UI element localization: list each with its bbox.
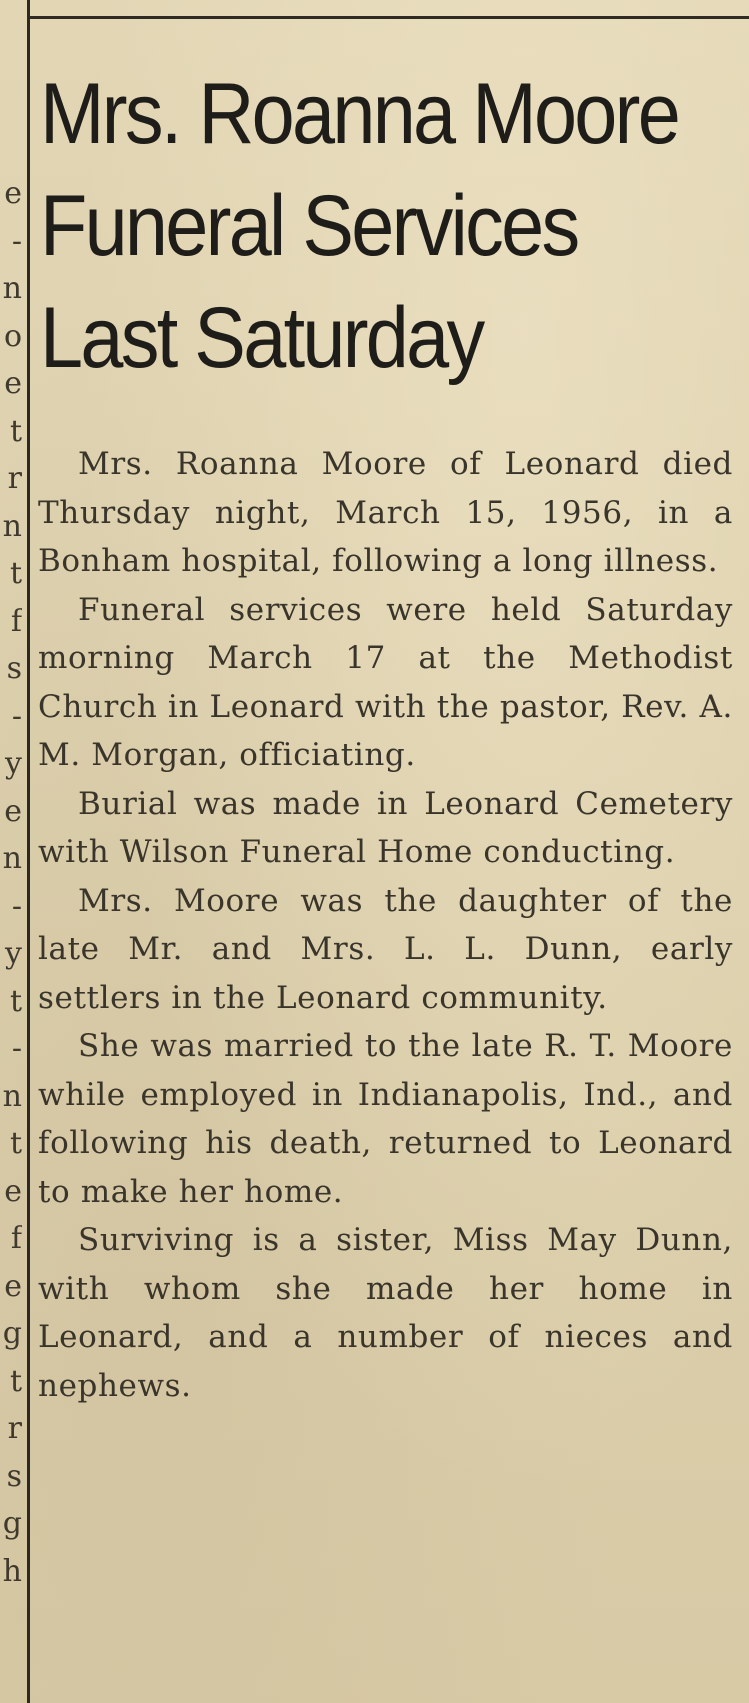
article-paragraph: She was married to the late R. T. Moore while employed in Indianapolis, Ind., and following his death, returned to Leonard to make her home.	[38, 1028, 733, 1210]
article-headline	[40, 58, 679, 394]
fragment-char: t	[9, 1363, 22, 1399]
fragment-char: n	[2, 841, 22, 876]
headline-line-1: Mrs. Roanna Moore	[40, 66, 679, 162]
fragment-char: t	[9, 413, 22, 449]
article-body	[38, 440, 733, 1410]
fragment-char: h	[2, 1553, 22, 1589]
article-paragraph: Mrs. Roanna Moore of Leonard died Thursday night, March 15, 1956, in a Bonham hospital, following a long illness.	[38, 446, 733, 579]
fragment-char: e	[4, 793, 22, 829]
fragment-char: n	[2, 508, 22, 544]
fragment-char: s	[6, 651, 22, 686]
fragment-char: n	[2, 271, 22, 306]
fragment-char: e	[4, 1268, 22, 1304]
fragment-char: e	[4, 176, 22, 211]
column-divider-rule	[27, 0, 30, 1703]
fragment-char: -	[11, 698, 22, 734]
top-column-rule	[28, 16, 749, 19]
fragment-char: t	[9, 556, 22, 591]
fragment-char: -	[11, 223, 22, 259]
article-paragraph: Funeral services were held Saturday morning March 17 at the Methodist Church in Leonard with the pastor, Rev. A. M. Morgan, officiating.	[38, 591, 733, 773]
fragment-char: r	[7, 1411, 22, 1446]
fragment-char: o	[3, 318, 22, 354]
fragment-char: -	[11, 1031, 22, 1066]
fragment-char: n	[2, 1078, 22, 1114]
article-paragraph: Mrs. Moore was the daughter of the late Mr. and Mrs. L. L. Dunn, early settlers in the Leonard community.	[38, 882, 733, 1016]
fragment-char: g	[2, 1506, 22, 1541]
fragment-char: y	[5, 936, 22, 971]
headline-line-2: Funeral Services	[40, 178, 578, 274]
previous-column-fragments	[0, 170, 22, 1595]
fragment-char: f	[10, 603, 22, 639]
fragment-char: r	[7, 461, 22, 496]
headline-line-3: Last Saturday	[40, 290, 483, 386]
fragment-char: t	[9, 1126, 22, 1161]
fragment-char: e	[4, 1173, 22, 1209]
fragment-char: t	[9, 983, 22, 1019]
article-paragraph: Burial was made in Leonard Cemetery with Wilson Funeral Home conducting.	[38, 785, 733, 870]
fragment-char: -	[11, 888, 22, 924]
fragment-char: g	[2, 1316, 22, 1351]
fragment-char: s	[6, 1458, 22, 1494]
article-paragraph: Surviving is a sister, Miss May Dunn, with whom she made her home in Leonard, and a number of nieces and nephews.	[38, 1222, 733, 1404]
fragment-char: y	[5, 746, 22, 781]
fragment-char: f	[10, 1221, 22, 1256]
fragment-char: e	[4, 366, 22, 401]
